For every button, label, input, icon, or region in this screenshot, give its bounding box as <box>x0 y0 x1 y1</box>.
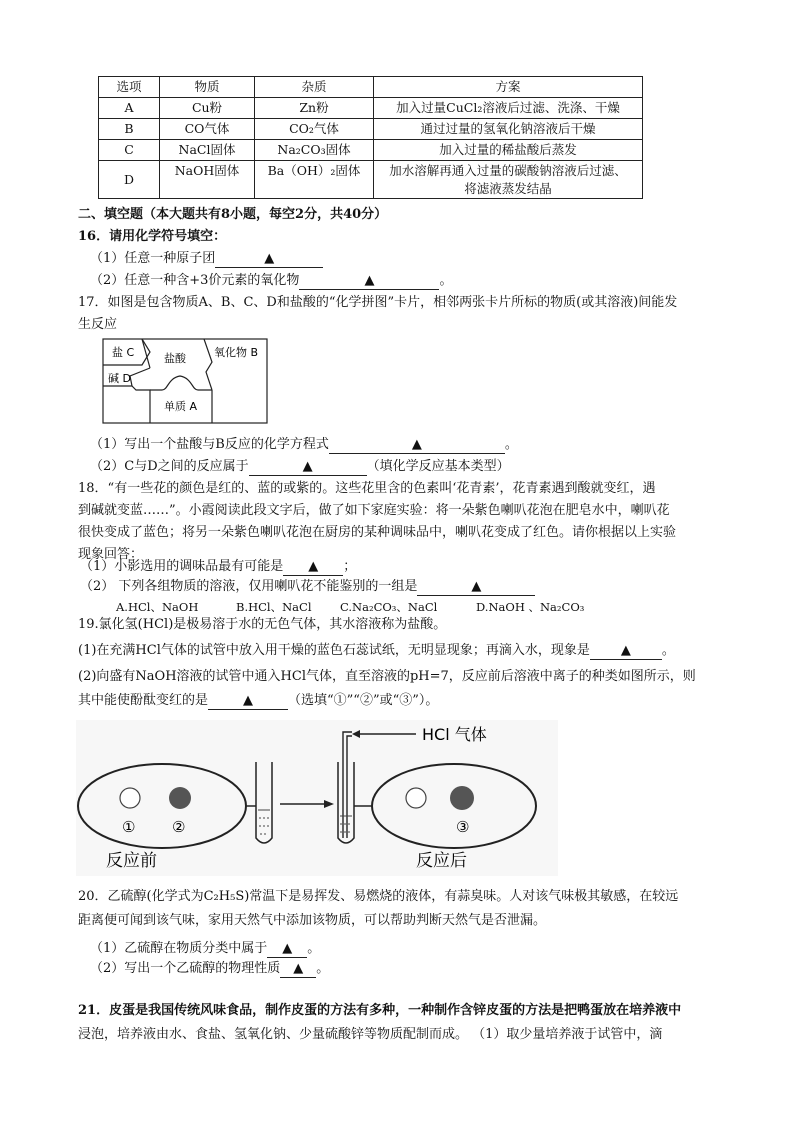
ion-reaction-figure <box>76 720 558 876</box>
q20-part2-text: （2）写出一个乙硫醇的物理性质 <box>90 961 281 976</box>
table-cell: C <box>99 140 160 161</box>
punct: 。 <box>439 273 453 288</box>
ion-3-circle <box>450 786 474 810</box>
ion-2-circle <box>169 787 191 809</box>
table-cell: NaOH固体 <box>160 161 255 199</box>
chemistry-puzzle-figure <box>102 338 268 424</box>
table-cell: 通过过量的氢氧化钠溶液后干燥 <box>374 119 643 140</box>
note: （选填“①”“②”或“③”）。 <box>288 693 439 708</box>
q18-line2: 到碱就变蓝……”。小霞阅读此段文字后，做了如下家庭实验：将一朵紫色喇叭花泡在肥皂水中，喇叭花 <box>78 503 670 518</box>
q20-part2 <box>90 958 329 980</box>
q17-stem-line1: 17．如图是包含物质A、B、C、D和盐酸的“化学拼图”卡片，相邻两张卡片所标的物质(或其溶液)间能发 <box>78 295 678 310</box>
answer-blank[interactable] <box>329 437 505 454</box>
q18-part1-text: （1）小影选用的调味品最有可能是 <box>80 559 284 574</box>
q19-stem: 19.氯化氢(HCl)是极易溶于水的无色气体，其水溶液称为盐酸。 <box>78 617 447 632</box>
blank-marker: ▲ <box>364 273 375 288</box>
after-label: 反应后 <box>416 851 467 871</box>
q21-line1-text: 21．皮蛋是我国传统风味食品，制作皮蛋的方法有多种，一种制作含锌皮蛋的方法是把鸭蛋放在培养液中 <box>78 1003 682 1018</box>
blank-marker: ▲ <box>308 559 319 574</box>
answer-blank[interactable] <box>208 693 288 710</box>
blank-marker: ▲ <box>411 437 422 452</box>
punct: 。 <box>316 961 330 976</box>
answer-blank[interactable] <box>417 579 535 596</box>
table-cell: CO气体 <box>160 119 255 140</box>
q18-part2-text: （2） 下列各组物质的溶液，仅用喇叭花不能鉴别的一组是 <box>80 579 418 594</box>
q17-part2-text: （2）C与D之间的反应属于 <box>90 459 249 474</box>
ion-1-circle <box>120 788 140 808</box>
table-header: 杂质 <box>255 77 374 98</box>
table-cell: Ba（OH）₂固体 <box>255 161 374 199</box>
answer-blank[interactable] <box>283 559 343 576</box>
q19-part2-line2 <box>78 690 438 712</box>
q18-line1: 18．“有一些花的颜色是红的、蓝的或紫的。这些花里含的色素叫‘花青素’，花青素遇到酸就变红，遇 <box>78 481 656 496</box>
q17-part1 <box>90 434 518 456</box>
q20-part1 <box>90 938 320 960</box>
q18-option-b[interactable]: B.HCl、NaCl <box>236 600 312 614</box>
before-label: 反应前 <box>106 851 157 871</box>
q20-line2: 距离便可闻到该气味，家用天然气中添加该物质，可以帮助判断天然气是否泄漏。 <box>78 913 547 928</box>
punct: 。 <box>661 643 675 658</box>
ion-3-label: ③ <box>456 818 470 836</box>
q16-stem-text: 16．请用化学符号填空： <box>78 229 227 244</box>
ion-2-label: ② <box>172 818 186 836</box>
salt-c-label: 盐 C <box>112 346 135 359</box>
blank-marker: ▲ <box>243 693 254 708</box>
q18-option-d[interactable]: D.NaOH 、Na₂CO₃ <box>476 600 585 614</box>
table-cell: B <box>99 119 160 140</box>
table-row <box>99 140 643 161</box>
table-header-row <box>99 77 643 98</box>
q18-part1 <box>80 556 356 578</box>
table-cell: A <box>99 98 160 119</box>
note: （填化学反应基本类型） <box>366 459 510 474</box>
table-cell: Zn粉 <box>255 98 374 119</box>
blank-marker: ▲ <box>264 251 275 266</box>
answer-blank[interactable] <box>249 459 367 476</box>
base-d-label: 碱 D <box>108 372 131 385</box>
blank-marker: ▲ <box>282 941 293 956</box>
table-cell <box>374 161 643 199</box>
acid-label: 盐酸 <box>164 352 186 365</box>
table-row <box>99 98 643 119</box>
q18-line4: 现象回答： <box>78 547 144 562</box>
q18-option-c[interactable]: C.Na₂CO₃、NaCl <box>340 600 438 614</box>
q19-part1-text: (1)在充满HCl气体的试管中放入用干燥的蓝色石蕊试纸，无明显现象；再滴入水，现象是 <box>78 643 590 658</box>
table-row <box>99 119 643 140</box>
table-cell: Cu粉 <box>160 98 255 119</box>
answer-blank[interactable] <box>280 961 316 978</box>
q18-line3: 很快变成了蓝色；将另一朵紫色喇叭花泡在厨房的某种调味品中，喇叭花变成了红色。请你根据以上实验 <box>78 525 677 540</box>
options-table <box>98 76 643 199</box>
q20-part1-text: （1）乙硫醇在物质分类中属于 <box>90 941 268 956</box>
q16-part1-text: （1）任意一种原子团 <box>90 251 216 266</box>
table-row <box>99 161 643 199</box>
table-cell: NaCl固体 <box>160 140 255 161</box>
table-cell: 加入过量的稀盐酸后蒸发 <box>374 140 643 161</box>
ion-1-label: ① <box>122 818 136 836</box>
q17-stem-line2: 生反应 <box>78 317 118 332</box>
element-a-label: 单质 A <box>164 400 198 413</box>
q19-part1 <box>78 640 675 662</box>
punct: 。 <box>504 437 518 452</box>
q16-part2 <box>90 270 452 292</box>
answer-blank[interactable] <box>215 251 323 268</box>
table-cell-line: 加水溶解再通入过量的碳酸钠溶液后过滤、 <box>389 162 627 178</box>
answer-blank[interactable] <box>299 273 439 290</box>
oxide-b-label: 氧化物 B <box>214 346 259 359</box>
table-header: 选项 <box>99 77 160 98</box>
q16-part1 <box>90 248 323 270</box>
q16-stem <box>78 226 226 248</box>
q19-part2-line1: (2)向盛有NaOH溶液的试管中通入HCl气体，直至溶液的pH=7，反应前后溶液中离子的种类如图所示，则 <box>78 669 696 684</box>
table-header: 方案 <box>374 77 643 98</box>
answer-blank[interactable] <box>590 643 662 660</box>
table-cell-line: 将滤液蒸发结晶 <box>464 180 552 196</box>
table-header: 物质 <box>160 77 255 98</box>
blank-marker: ▲ <box>293 961 304 976</box>
q17-part1-text: （1）写出一个盐酸与B反应的化学方程式 <box>90 437 329 452</box>
q19-part2-text: 其中能使酚酞变红的是 <box>78 693 209 708</box>
q18-option-a[interactable]: A.HCl、NaOH <box>116 600 199 614</box>
blank-marker: ▲ <box>471 579 482 594</box>
section-title: 二、填空题（本大题共有8小题，每空2分，共40分） <box>78 207 388 222</box>
hcl-gas-label: HCl 气体 <box>422 725 487 744</box>
answer-blank[interactable] <box>267 941 307 958</box>
ion-1-circle-after <box>406 788 426 808</box>
punct: ； <box>343 559 357 574</box>
punct: 。 <box>307 941 321 956</box>
q16-part2-text: （2）任意一种含+3价元素的氧化物 <box>90 273 300 288</box>
blank-marker: ▲ <box>620 643 631 658</box>
q20-line1: 20．乙硫醇(化学式为C₂H₅S)常温下是易挥发、易燃烧的液体，有蒜臭味。人对该气味极其敏感，在较远 <box>78 889 679 904</box>
blank-marker: ▲ <box>302 459 313 474</box>
table-cell: CO₂气体 <box>255 119 374 140</box>
q18-part2 <box>80 576 535 598</box>
q21-line2: 浸泡，培养液由水、食盐、氢氧化钠、少量硫酸锌等物质配制而成。 （1）取少量培养液于试管中，滴 <box>78 1027 663 1042</box>
q21-line1 <box>78 1000 681 1022</box>
table-cell: D <box>99 161 160 199</box>
table-cell: Na₂CO₃固体 <box>255 140 374 161</box>
q17-part2 <box>90 456 510 478</box>
table-cell: 加入过量CuCl₂溶液后过滤、洗涤、干燥 <box>374 98 643 119</box>
